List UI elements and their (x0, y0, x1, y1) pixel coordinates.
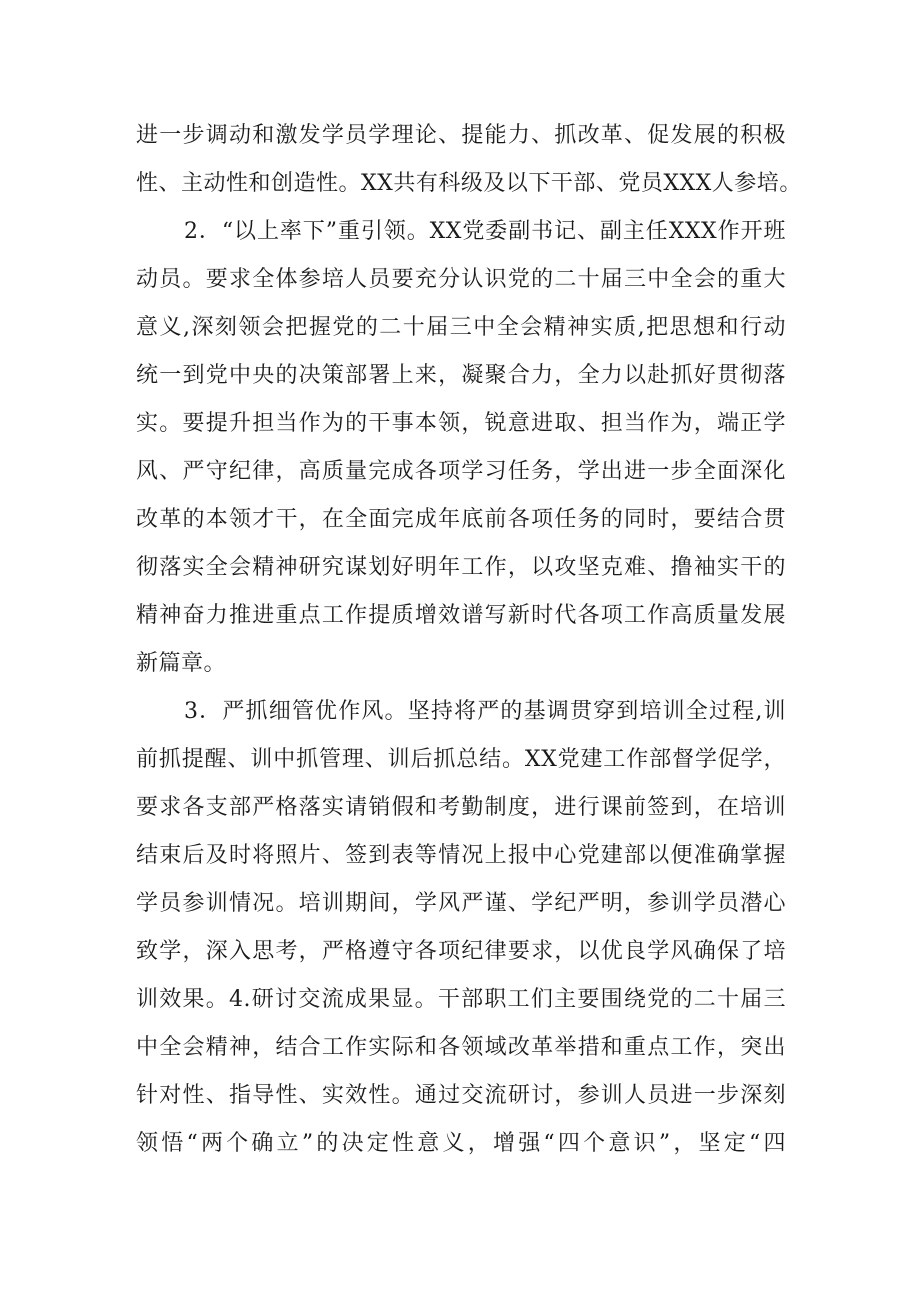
paragraph-line: 致学，深入思考，严格遵守各项纪律要求，以优良学风确保了培 (136, 939, 786, 964)
paragraph-line: 要求各支部严格落实请销假和考勤制度，进行课前签到，在培训 (136, 795, 786, 820)
paragraph-line: 风、严守纪律，高质量完成各项学习任务，学出进一步全面深化 (136, 459, 786, 484)
paragraph-line: 针对性、指导性、实效性。通过交流研讨，参训人员进一步深刻 (136, 1083, 786, 1108)
paragraph-line: 意义,深刻领会把握党的二十届三中全会精神实质,把思想和行动 (136, 315, 786, 340)
paragraph-line: 新篇章。 (136, 651, 227, 676)
paragraph-line: 性、主动性和创造性。XX共有科级及以下干部、党员XXX人参培。 (136, 171, 802, 196)
paragraph-line: 改革的本领才干，在全面完成年底前各项任务的同时，要结合贯 (136, 507, 786, 532)
paragraph-line: 精神奋力推进重点工作提质增效谱写新时代各项工作高质量发展 (136, 603, 786, 628)
paragraph-line: 实。要提升担当作为的干事本领，锐意进取、担当作为，端正学 (136, 411, 786, 436)
paragraph-line: 动员。要求全体参培人员要充分认识党的二十届三中全会的重大 (136, 267, 786, 292)
paragraph-line: 2．“以上率下”重引领。XX党委副书记、副主任XXX作开班 (184, 219, 786, 244)
paragraph-line: 学员参训情况。培训期间，学风严谨、学纪严明，参训学员潜心 (136, 891, 786, 916)
paragraph-line: 结束后及时将照片、签到表等情况上报中心党建部以便准确掌握 (136, 843, 786, 868)
paragraph-line: 进一步调动和激发学员学理论、提能力、抓改革、促发展的积极 (136, 123, 786, 148)
paragraph-line: 中全会精神，结合工作实际和各领域改革举措和重点工作，突出 (136, 1035, 786, 1060)
paragraph-line: 3．严抓细管优作风。坚持将严的基调贯穿到培训全过程,训 (184, 699, 786, 724)
paragraph-line: 彻落实全会精神研究谋划好明年工作，以攻坚克难、撸袖实干的 (136, 555, 786, 580)
paragraph-line: 领悟“两个确立”的决定性意义，增强“四个意识”，坚定“四 (136, 1131, 786, 1156)
paragraph-line: 前抓提醒、训中抓管理、训后抓总结。XX党建工作部督学促学， (136, 747, 786, 772)
paragraph-line: 训效果。4.研讨交流成果显。干部职工们主要围绕党的二十届三 (136, 987, 786, 1012)
paragraph-line: 统一到党中央的决策部署上来，凝聚合力，全力以赴抓好贯彻落 (136, 363, 786, 388)
